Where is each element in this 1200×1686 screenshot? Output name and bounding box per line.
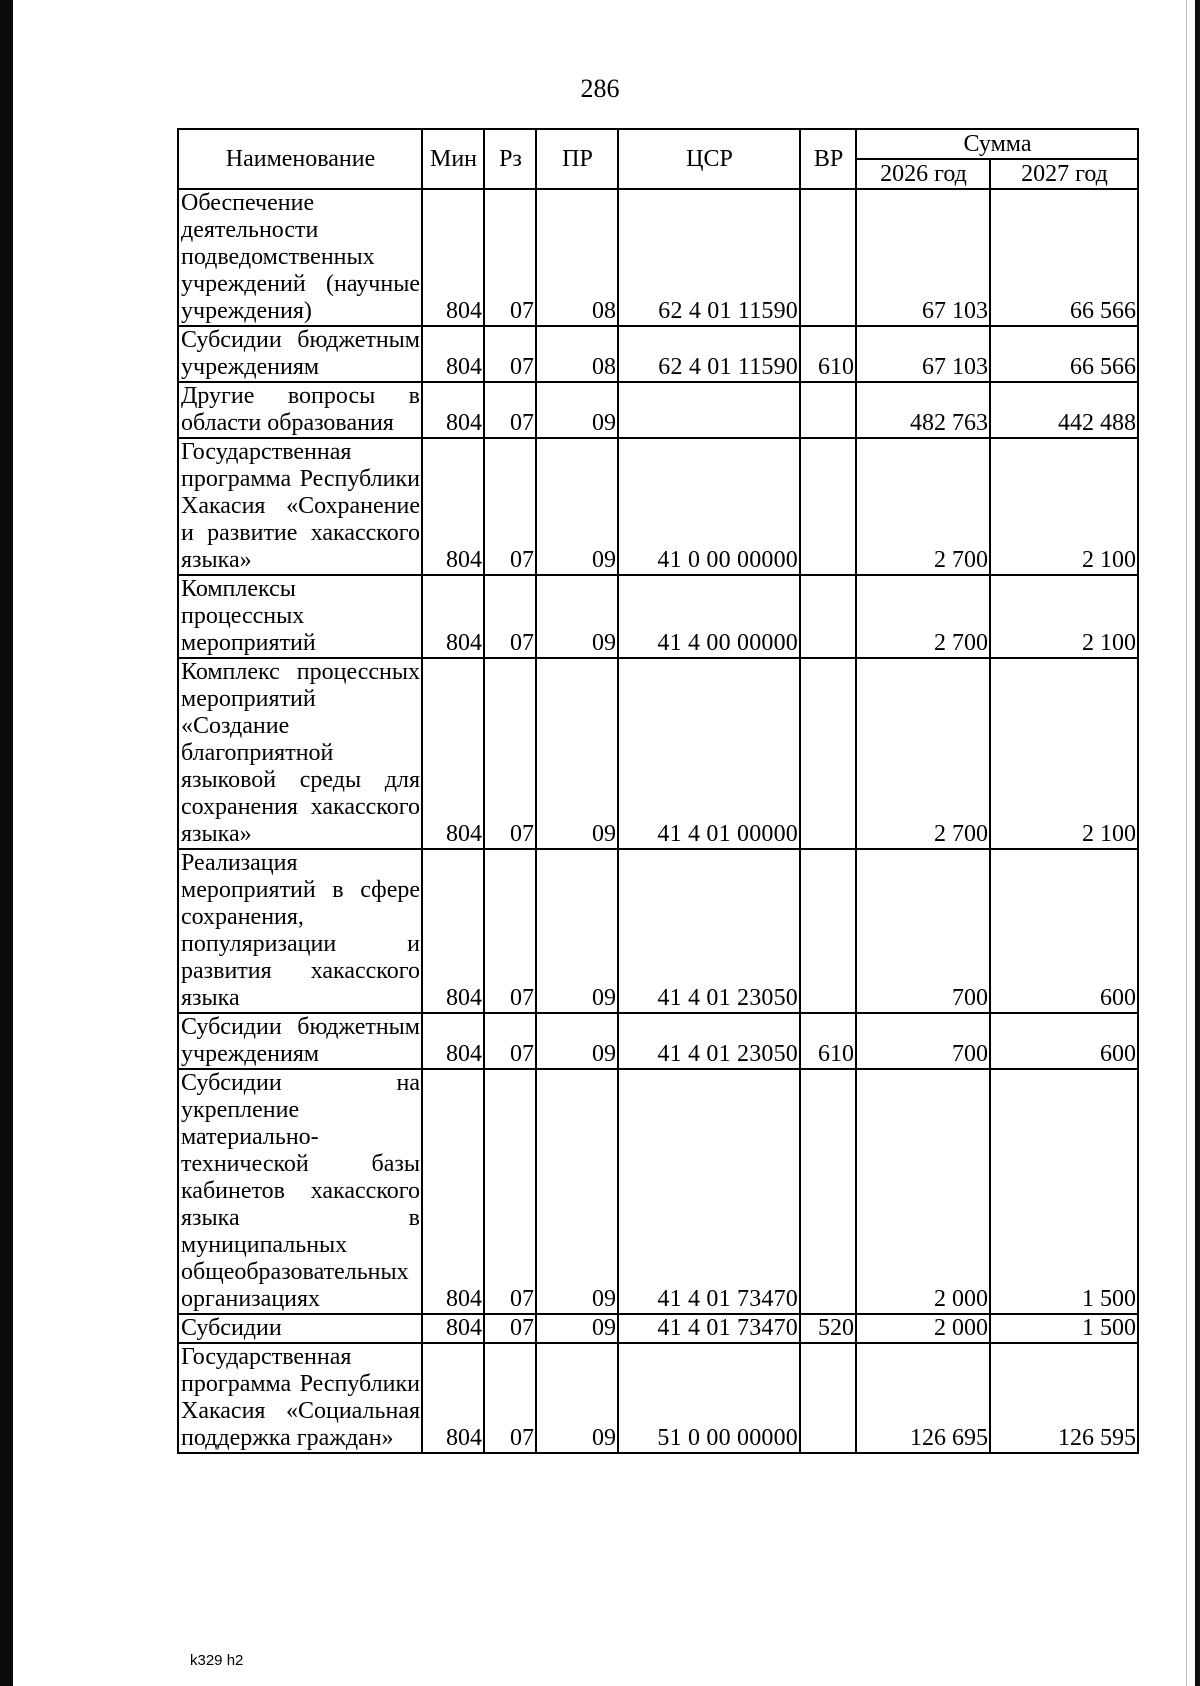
row-name-cell: Обеспечение деятельности подведомственных учреждений (научные учреждения) <box>178 189 422 326</box>
row-min-cell: 804 <box>422 1069 484 1314</box>
row-sum-2026-cell: 2 700 <box>856 658 990 849</box>
row-sum-2027-cell: 600 <box>990 1013 1138 1069</box>
row-rz-cell: 07 <box>484 326 536 382</box>
table-row <box>178 189 1138 326</box>
header-sum: Сумма <box>856 129 1138 159</box>
page-number: 286 <box>580 74 620 103</box>
row-rz-cell: 07 <box>484 438 536 575</box>
row-rz-cell: 07 <box>484 189 536 326</box>
row-sum-2026-cell: 700 <box>856 1013 990 1069</box>
row-sum-2027-cell: 600 <box>990 849 1138 1013</box>
table-row <box>178 1314 1138 1343</box>
row-min-cell: 804 <box>422 189 484 326</box>
row-vr-cell <box>800 575 856 658</box>
row-sum-2027-cell: 126 595 <box>990 1343 1138 1453</box>
row-vr-cell: 520 <box>800 1314 856 1343</box>
row-rz-cell: 07 <box>484 1343 536 1453</box>
row-min-cell: 804 <box>422 575 484 658</box>
row-rz-cell: 07 <box>484 1314 536 1343</box>
header-year-2027: 2027 год <box>990 159 1138 189</box>
table-row <box>178 382 1138 438</box>
header-year-2026: 2026 год <box>856 159 990 189</box>
row-csr-cell <box>618 382 800 438</box>
table-row <box>178 849 1138 1013</box>
row-name-cell: Государственная программа Республики Хакасия «Сохранение и развитие хакасского языка» <box>178 438 422 575</box>
row-pr-cell: 08 <box>536 189 618 326</box>
table-row <box>178 438 1138 575</box>
row-min-cell: 804 <box>422 1013 484 1069</box>
table-row <box>178 1343 1138 1453</box>
row-sum-2027-cell: 66 566 <box>990 189 1138 326</box>
row-rz-cell: 07 <box>484 575 536 658</box>
row-pr-cell: 09 <box>536 1069 618 1314</box>
row-name-cell: Государственная программа Республики Хакасия «Социальная поддержка граждан» <box>178 1343 422 1453</box>
row-rz-cell: 07 <box>484 1069 536 1314</box>
row-csr-cell: 41 4 01 00000 <box>618 658 800 849</box>
row-sum-2026-cell: 700 <box>856 849 990 1013</box>
row-vr-cell <box>800 1069 856 1314</box>
row-min-cell: 804 <box>422 382 484 438</box>
row-pr-cell: 09 <box>536 575 618 658</box>
table-row <box>178 1069 1138 1314</box>
row-min-cell: 804 <box>422 849 484 1013</box>
row-sum-2027-cell: 1 500 <box>990 1069 1138 1314</box>
row-sum-2026-cell: 67 103 <box>856 189 990 326</box>
row-sum-2026-cell: 2 700 <box>856 438 990 575</box>
table-row <box>178 326 1138 382</box>
table-row <box>178 658 1138 849</box>
row-sum-2026-cell: 2 000 <box>856 1314 990 1343</box>
footer-code: k329 h2 <box>190 1652 244 1669</box>
table-body <box>178 189 1138 1453</box>
row-rz-cell: 07 <box>484 658 536 849</box>
row-sum-2026-cell: 126 695 <box>856 1343 990 1453</box>
row-min-cell: 804 <box>422 438 484 575</box>
row-name-cell: Комплекс процессных мероприятий «Создание благоприятной языковой среды для сохранения хакасского языка» <box>178 658 422 849</box>
row-name-cell: Другие вопросы в области образования <box>178 382 422 438</box>
row-min-cell: 804 <box>422 1314 484 1343</box>
row-min-cell: 804 <box>422 658 484 849</box>
header-vr: ВР <box>800 129 856 189</box>
row-pr-cell: 08 <box>536 326 618 382</box>
row-name-cell: Субсидии бюджетным учреждениям <box>178 1013 422 1069</box>
row-sum-2027-cell: 2 100 <box>990 575 1138 658</box>
row-vr-cell: 610 <box>800 326 856 382</box>
row-vr-cell <box>800 189 856 326</box>
row-vr-cell <box>800 438 856 575</box>
row-vr-cell <box>800 658 856 849</box>
row-sum-2027-cell: 1 500 <box>990 1314 1138 1343</box>
row-sum-2026-cell: 482 763 <box>856 382 990 438</box>
row-pr-cell: 09 <box>536 382 618 438</box>
row-min-cell: 804 <box>422 1343 484 1453</box>
header-pr: ПР <box>536 129 618 189</box>
table-row <box>178 1013 1138 1069</box>
scan-fold-line <box>1186 0 1187 1686</box>
row-csr-cell: 51 0 00 00000 <box>618 1343 800 1453</box>
row-sum-2026-cell: 2 000 <box>856 1069 990 1314</box>
row-rz-cell: 07 <box>484 849 536 1013</box>
row-pr-cell: 09 <box>536 849 618 1013</box>
row-csr-cell: 41 0 00 00000 <box>618 438 800 575</box>
row-sum-2026-cell: 67 103 <box>856 326 990 382</box>
row-csr-cell: 41 4 01 73470 <box>618 1314 800 1343</box>
row-min-cell: 804 <box>422 326 484 382</box>
row-sum-2026-cell: 2 700 <box>856 575 990 658</box>
table-row <box>178 575 1138 658</box>
row-name-cell: Субсидии на укрепление материально-технической базы кабинетов хакасского языка в муниципальных общеобразовательных организациях <box>178 1069 422 1314</box>
row-vr-cell <box>800 382 856 438</box>
row-pr-cell: 09 <box>536 658 618 849</box>
row-csr-cell: 62 4 01 11590 <box>618 326 800 382</box>
row-csr-cell: 41 4 01 23050 <box>618 1013 800 1069</box>
row-pr-cell: 09 <box>536 1314 618 1343</box>
row-name-cell: Субсидии <box>178 1314 422 1343</box>
row-pr-cell: 09 <box>536 438 618 575</box>
header-name: Наименование <box>178 129 422 189</box>
header-row <box>178 129 1138 159</box>
row-name-cell: Реализация мероприятий в сфере сохранения, популяризации и развития хакасского языка <box>178 849 422 1013</box>
row-rz-cell: 07 <box>484 382 536 438</box>
row-rz-cell: 07 <box>484 1013 536 1069</box>
row-pr-cell: 09 <box>536 1013 618 1069</box>
row-vr-cell: 610 <box>800 1013 856 1069</box>
row-sum-2027-cell: 2 100 <box>990 438 1138 575</box>
row-vr-cell <box>800 849 856 1013</box>
row-name-cell: Комплексы процессных мероприятий <box>178 575 422 658</box>
header-rz: Рз <box>484 129 536 189</box>
row-csr-cell: 62 4 01 11590 <box>618 189 800 326</box>
scan-edge-right <box>1195 0 1200 1686</box>
row-csr-cell: 41 4 00 00000 <box>618 575 800 658</box>
row-sum-2027-cell: 442 488 <box>990 382 1138 438</box>
row-pr-cell: 09 <box>536 1343 618 1453</box>
row-csr-cell: 41 4 01 23050 <box>618 849 800 1013</box>
row-vr-cell <box>800 1343 856 1453</box>
row-csr-cell: 41 4 01 73470 <box>618 1069 800 1314</box>
header-csr: ЦСР <box>618 129 800 189</box>
header-min: Мин <box>422 129 484 189</box>
row-sum-2027-cell: 2 100 <box>990 658 1138 849</box>
row-sum-2027-cell: 66 566 <box>990 326 1138 382</box>
row-name-cell: Субсидии бюджетным учреждениям <box>178 326 422 382</box>
budget-table <box>177 128 1139 1454</box>
scan-edge-left <box>0 0 13 1686</box>
